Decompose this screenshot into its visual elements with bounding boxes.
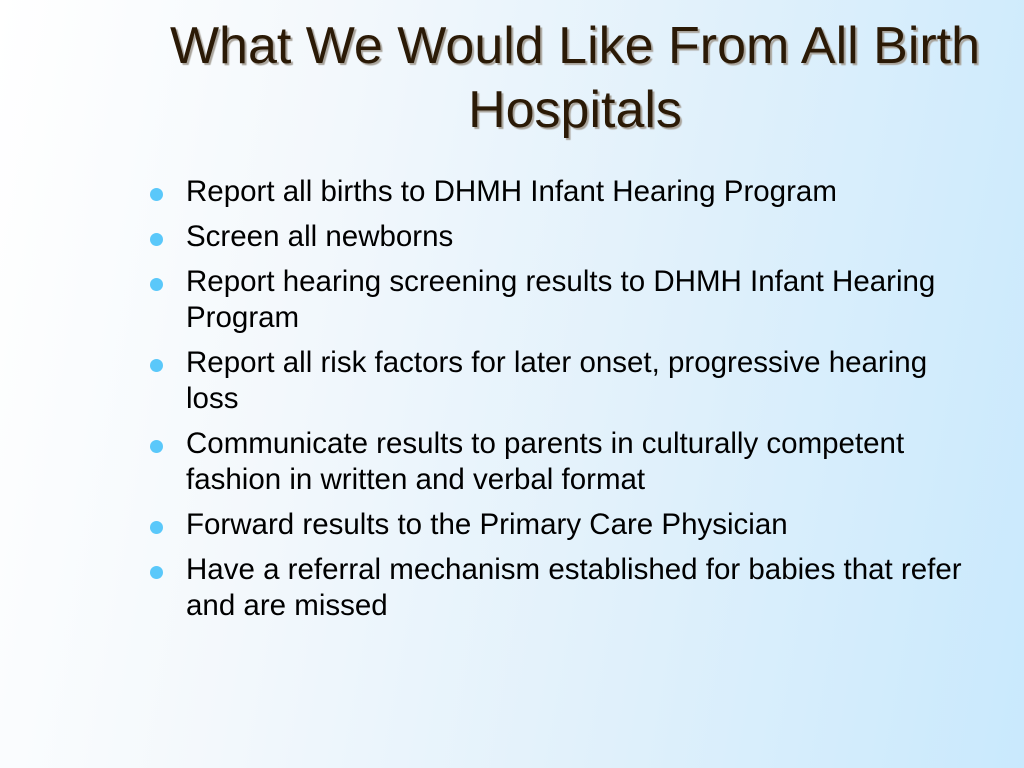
bullet-text: Forward results to the Primary Care Physician — [186, 508, 788, 541]
bullet-text: Report all births to DHMH Infant Hearing Program — [186, 175, 837, 208]
bullet-dot-icon — [150, 188, 163, 201]
bullet-text: Have a referral mechanism established for babies that refer and are missed — [186, 553, 962, 622]
list-item — [148, 426, 968, 498]
list-item — [148, 345, 968, 417]
list-item — [148, 552, 968, 624]
bullet-text: Report hearing screening results to DHMH Infant Hearing Program — [186, 265, 936, 334]
list-item — [148, 507, 968, 543]
bullet-text: Screen all newborns — [186, 220, 454, 253]
bullet-dot-icon — [150, 521, 163, 534]
bullet-dot-icon — [150, 359, 163, 372]
bullet-text: Report all risk factors for later onset, progressive hearing loss — [186, 346, 928, 415]
bullet-dot-icon — [150, 440, 163, 453]
bullet-dot-icon — [150, 566, 163, 579]
list-item — [148, 219, 968, 255]
list-item — [148, 264, 968, 336]
bullet-dot-icon — [150, 233, 163, 246]
slide-title: What We Would Like From All Birth Hospitals — [169, 17, 981, 139]
bullet-text: Communicate results to parents in culturally competent fashion in written and verbal format — [186, 427, 905, 496]
bullet-dot-icon — [150, 278, 163, 291]
bullet-list — [148, 174, 968, 633]
list-item — [148, 174, 968, 210]
